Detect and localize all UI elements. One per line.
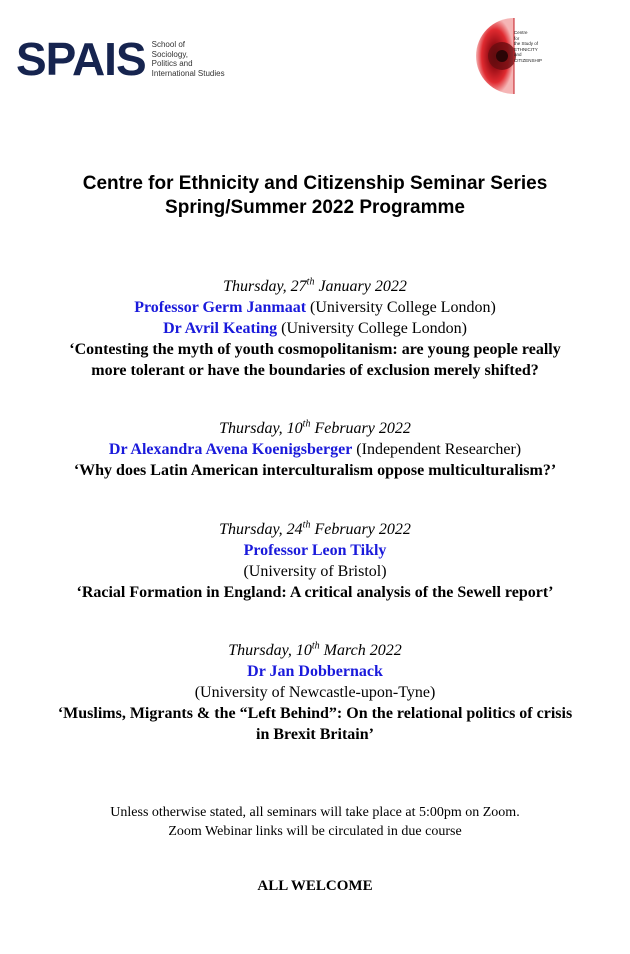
centre-logo-line: and [514,52,522,58]
page-title: Centre for Ethnicity and Citizenship Seminar Series [82,173,548,194]
speaker-name: Professor Leon Tikly [243,542,387,559]
centre-logo-line: CITIZENSHIP [514,57,543,63]
centre-logo-line: Centre [514,30,528,35]
seminar-2 [0,418,630,481]
all-welcome: ALL WELCOME [257,878,373,894]
speaker-name: Professor Germ Janmaat [134,299,307,316]
speaker-name: Dr Avril Keating [163,320,278,337]
webinar-note: Zoom Webinar links will be circulated in due course [168,824,462,839]
seminar-1 [0,276,630,381]
seminar-title: ‘Contesting the myth of youth cosmopolitanism: are young people really [69,341,561,358]
centre-logo-line: ETHNICITY [514,46,538,52]
speaker-affiliation: (Independent Researcher) [352,441,522,458]
spais-sub-line: Politics and [151,59,193,68]
seminar-title: more tolerant or have the boundaries of exclusion merely shifted? [91,362,539,379]
centre-logo-line: for [514,35,520,41]
seminar-date: Thursday, 10th February 2022 [219,418,411,437]
seminar-date: Thursday, 27th January 2022 [223,276,407,295]
venue-note: Unless otherwise stated, all seminars will take place at 5:00pm on Zoom. [110,805,520,820]
page-subtitle: Spring/Summer 2022 Programme [165,197,465,218]
seminar-title: ‘Why does Latin American interculturalism oppose multiculturalism?’ [73,462,557,479]
seminar-title: ‘Muslims, Migrants & the “Left Behind”: On the relational politics of crisis [57,705,573,722]
spais-sub-line: International Studies [151,68,225,78]
seminar-date: Thursday, 10th March 2022 [228,640,402,659]
seminar-4 [0,640,630,745]
spais-sub-line: Sociology, [151,49,188,59]
spais-logo [16,33,232,85]
spais-subtitle [152,40,232,78]
seminar-title: in Brexit Britain’ [256,726,374,743]
centre-logo-text [514,30,574,64]
spais-wordmark: SPAIS [16,33,146,85]
seminar-title: ‘Racial Formation in England: A critical analysis of the Sewell report’ [76,584,554,601]
speaker-name: Dr Alexandra Avena Koenigsberger [108,441,353,458]
speaker-line [0,439,630,460]
speaker-affiliation: (University of Newcastle-upon-Tyne) [194,684,436,701]
speaker-line [0,318,630,339]
seminar-3 [0,519,630,603]
seminar-date: Thursday, 24th February 2022 [219,519,411,538]
spais-sub-line: School of [151,40,185,49]
centre-logo-line: the Study of [514,41,539,47]
speaker-line [0,297,630,318]
speaker-name: Dr Jan Dobbernack [247,663,383,680]
speaker-affiliation: (University of Bristol) [243,563,387,580]
speaker-affiliation: (University College London) [277,320,467,337]
speaker-affiliation: (University College London) [306,299,496,316]
